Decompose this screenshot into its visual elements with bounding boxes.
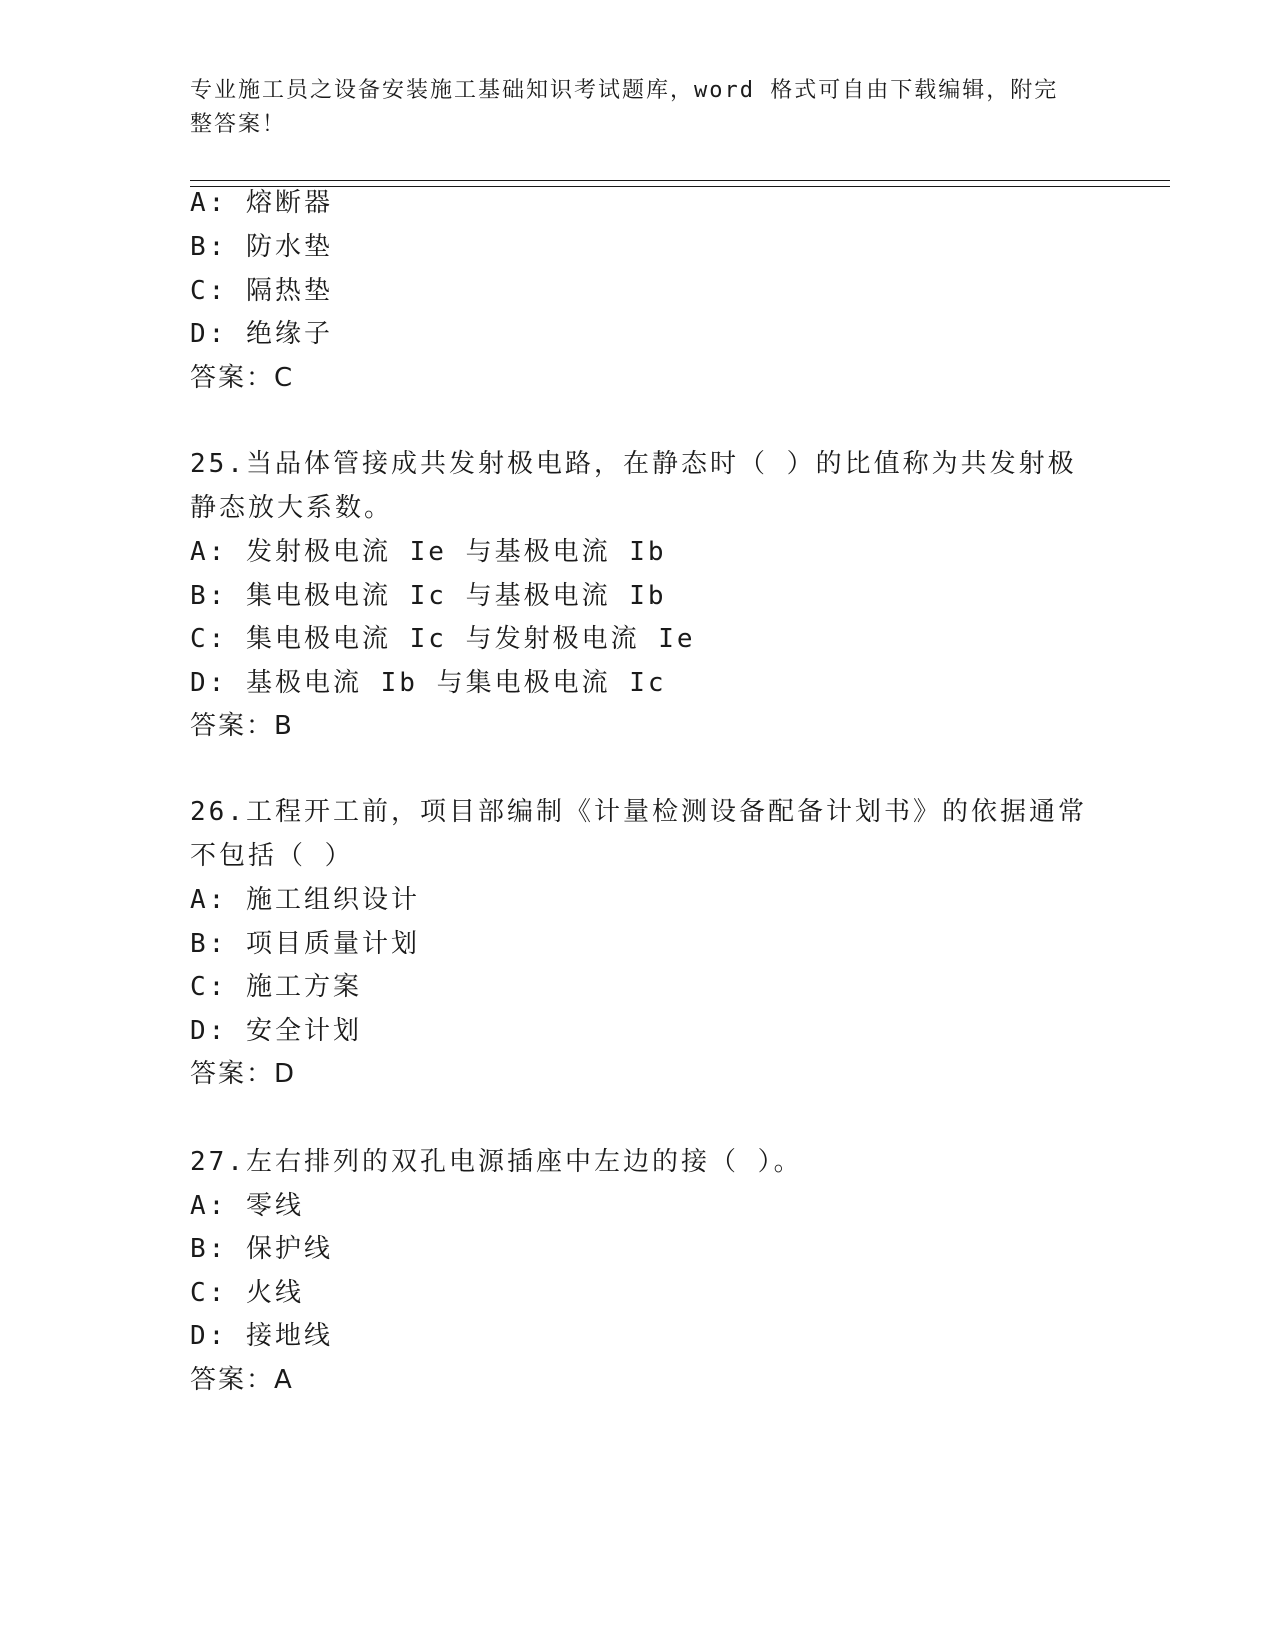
q25-stem-line-2: 静态放大系数。 bbox=[190, 493, 394, 523]
q26-stem-line-1: 26.工程开工前，项目部编制《计量检测设备配备计划书》的依据通常 bbox=[190, 797, 1087, 827]
q27-option-d: D: 接地线 bbox=[190, 1321, 333, 1351]
q26-option-a: A: 施工组织设计 bbox=[190, 885, 420, 915]
header-line-2: 整答案！ bbox=[190, 112, 287, 137]
q24-option-b: B: 防水垫 bbox=[190, 232, 333, 262]
q26-answer: 答案：D bbox=[190, 1059, 297, 1089]
q27-stem-line-1: 27.左右排列的双孔电源插座中左边的接（ ）。 bbox=[190, 1147, 803, 1177]
q24-option-a: A: 熔断器 bbox=[190, 188, 333, 218]
q25-answer: 答案：B bbox=[190, 711, 294, 741]
q25-option-d: D: 基极电流 Ib 与集电极电流 Ic bbox=[190, 668, 667, 698]
q26-stem-line-2: 不包括（ ） bbox=[190, 841, 354, 871]
q24-option-c: C: 隔热垫 bbox=[190, 276, 333, 306]
q26-option-d: D: 安全计划 bbox=[190, 1016, 362, 1046]
q27-answer: 答案：A bbox=[190, 1365, 294, 1395]
document-header bbox=[190, 74, 1090, 142]
q25-option-c: C: 集电极电流 Ic 与发射极电流 Ie bbox=[190, 624, 696, 654]
q25-stem-line-1: 25.当品体管接成共发射极电路，在静态时（ ）的比值称为共发射极 bbox=[190, 449, 1077, 479]
q24-answer: 答案：C bbox=[190, 363, 295, 393]
q27-option-c: C: 火线 bbox=[190, 1278, 304, 1308]
q25-option-a: A: 发射极电流 Ie 与基极电流 Ib bbox=[190, 537, 667, 567]
q27-option-a: A: 零线 bbox=[190, 1191, 304, 1221]
header-line-1: 专业施工员之设备安装施工基础知识考试题库，word 格式可自由下载编辑，附完 bbox=[190, 78, 1059, 103]
q25-option-b: B: 集电极电流 Ic 与基极电流 Ib bbox=[190, 581, 667, 611]
header-divider bbox=[190, 180, 1170, 187]
q24-option-d: D: 绝缘子 bbox=[190, 319, 333, 349]
q26-option-b: B: 项目质量计划 bbox=[190, 929, 420, 959]
q27-option-b: B: 保护线 bbox=[190, 1234, 333, 1264]
q26-option-c: C: 施工方案 bbox=[190, 972, 362, 1002]
